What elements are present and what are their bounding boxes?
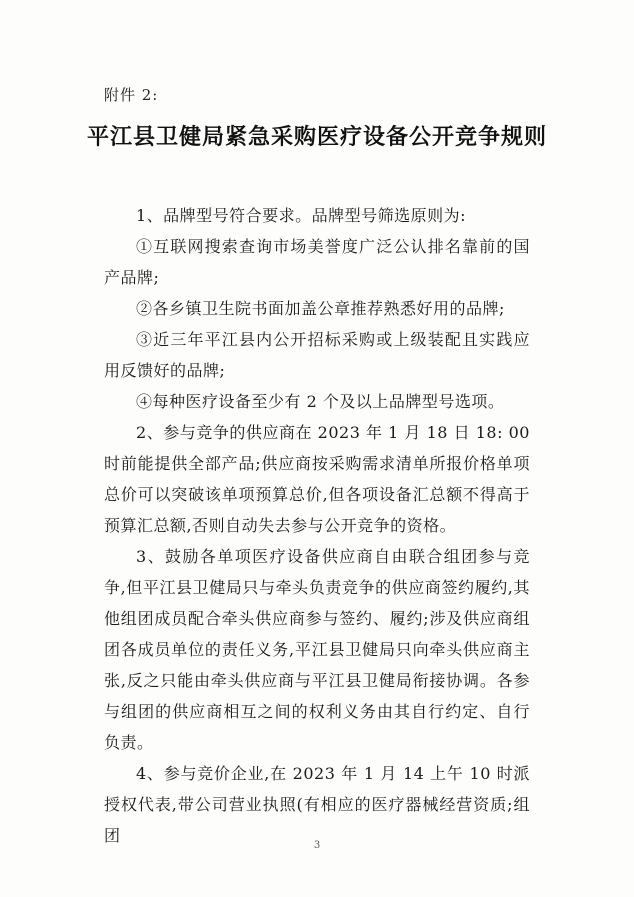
page-number: 3	[313, 840, 321, 851]
paragraph-brand-rule: 1、品牌型号符合要求。品牌型号筛选原则为:	[136, 206, 467, 225]
paragraph-brand-criterion-2: ②各乡镇卫生院书面加盖公章推荐熟悉好用的品牌;	[136, 299, 505, 318]
document-body	[104, 200, 530, 851]
attachment-label: 附件 2:	[104, 86, 159, 104]
paragraph-brand-criterion-3: ③近三年平江县内公开招标采购或上级装配且实践应用反馈好的品牌;	[104, 330, 530, 380]
paragraph-supplier-deadline: 2、参与竞争的供应商在 2023 年 1 月 18 日 18: 00 时前能提供全部产品;供应商按采购需求清单所报价格单项总价可以突破该单项预算总价,但各项设备汇总额不得高于预算汇总额,否则自动失去参与公开竞争的资格。	[104, 423, 530, 535]
paragraph-brand-criterion-1: ①互联网搜索查询市场美誉度广泛公认排名靠前的国产品牌;	[104, 237, 530, 287]
document-title: 平江县卫健局紧急采购医疗设备公开竞争规则	[86, 124, 547, 150]
paragraph-consortium: 3、鼓励各单项医疗设备供应商自由联合组团参与竞争,但平江县卫健局只与牵头负责竞争的供应商签约履约,其他组团成员配合牵头供应商参与签约、履约;涉及供应商组团各成员单位的责任义务,平江县卫健局只向牵头供应商主张,反之只能由牵头供应商与平江县卫健局衔接协调。各参与组团的供应商相互之间的权利义务由其自行约定、自行负责。	[104, 547, 530, 752]
paragraph-bidding-representative: 4、参与竞价企业,在 2023 年 1 月 14 上午 10 时派授权代表,带公司营业执照(有相应的医疗器械经营资质;组团	[104, 764, 530, 845]
paragraph-brand-criterion-4: ④每种医疗设备至少有 2 个及以上品牌型号选项。	[136, 392, 505, 411]
